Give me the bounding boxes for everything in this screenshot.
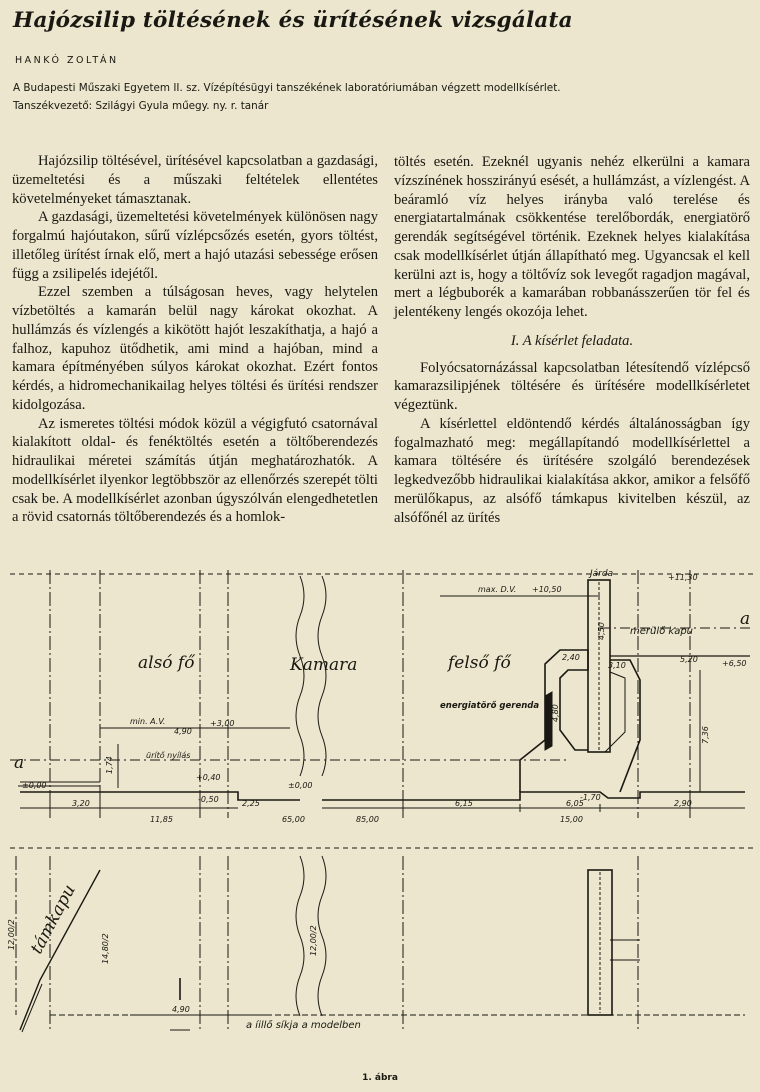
paragraph: A gazdasági, üzemeltetési követelmények különösen nagy forgalmú hajóutakon, sűrű vízlépcsőzés esetén, gyors töltést, illetőleg ürítést írnak elő, mert a hajó utazási sebessége erősen függ a zsilipelés idejétől.: [12, 209, 378, 282]
lock-drawing-figure: [0, 560, 760, 1092]
right-column: [394, 153, 750, 527]
dim-490b: 4,90: [172, 1005, 190, 1014]
elev-300: +3,00: [210, 719, 235, 728]
dim-490a: 4,90: [174, 727, 192, 736]
elev-1050: +10,50: [532, 585, 562, 594]
elev-650: +6,50: [722, 659, 747, 668]
label-tamkapu: támkapu: [26, 881, 80, 958]
label-merulo-kapu: merülő kapu: [630, 626, 694, 637]
affiliation-line: A Budapesti Műszaki Egyetem II. sz. Vízépítésügyi tanszékének laboratóriumában végzett modellkísérlet.: [13, 82, 561, 94]
label-energiatoro: energiatörő gerenda: [440, 701, 540, 711]
elev-min-av: min. A.V.: [130, 717, 166, 726]
elev-max-dv: max. D.V.: [478, 585, 517, 594]
paragraph: töltés esetén. Ezeknél ugyanis nehéz elkerülni a kamara vízszínének hosszirányú esését, a hullámzást, a vízlengést. A beáramló víz helyes irányba való terelése és energiatartalmának csökkentése terelőbordák, energiatörő gerendák segítségével történik. Ezeknek helyes kialakítása csak modellkísérlet útján állapítható meg. Ugyancsak el kell kerülni azt is, hogy a töltővíz sok levegőt ragadjon magával, mert a légbuborék a kamarában robbanásszerűen tör fel és jelentékeny lengés okozója lehet.: [394, 154, 750, 320]
dim-240: 2,40: [562, 653, 580, 662]
dim-1185: 11,85: [150, 815, 173, 824]
author-name: HANKÓ ZOLTÁN: [15, 55, 119, 66]
dim-290: 2,90: [674, 799, 692, 808]
dim-605: 6,05: [566, 799, 584, 808]
label-section-a-left: a: [14, 753, 25, 773]
dim-6500b: 85,00: [356, 815, 379, 824]
elev-000b: ±0,00: [288, 781, 313, 790]
dim-1200b: 12,00/2: [309, 925, 318, 956]
dim-450: 4,50: [597, 622, 606, 640]
dim-225: 2,25: [242, 799, 260, 808]
dim-174: 1,74: [105, 756, 114, 774]
dim-480: 4,80: [551, 704, 560, 722]
label-urito-nyilas: ürítő nyílás: [146, 751, 191, 760]
paragraph: Folyócsatornázással kapcsolatban létesítendő vízlépcső kamarazsilipjének töltésére és ürítésére modellkísérletet végeztünk.: [394, 359, 750, 413]
elev-170: -1,70: [580, 793, 601, 802]
label-allo-sikja: a íillő síkja a modelben: [246, 1020, 361, 1031]
paragraph: Hajózsilip töltésével, ürítésével kapcsolatban a gazdasági, üzemeltetési és a műszaki feltételek ellentétes követelményeket támasztanak.: [12, 153, 378, 207]
dim-6500a: 65,00: [282, 815, 305, 824]
figure-caption: 1. ábra: [362, 1073, 398, 1083]
dim-320: 3,20: [72, 799, 90, 808]
elev-1130: +11,30: [668, 573, 698, 582]
paragraph: Az ismeretes töltési módok közül a végigfutó csatornával kialakított oldal- és fenéktöltés esetén a töltőberendezés hidraulikai méretei számítás útján meghatározhatók. A modellkísérlet ilyenkor legtöbbször az ellenőrzés szerepét tölti csak be. A modellkísérlet azonban úgyszólván elengedhetetlen a rövid csatornás töltőberendezés és a homlok-: [12, 415, 378, 526]
elev-040: +0,40: [196, 773, 221, 782]
article-title: Hajózsilip töltésének és ürítésének vizsgálata: [13, 8, 573, 33]
label-jarda: Járda: [590, 569, 614, 579]
label-also-fo: alsó fő: [138, 653, 195, 673]
dim-736: 7,36: [701, 726, 710, 744]
paragraph: A kísérlettel eldöntendő kérdés általánosságban így fogalmazható meg: megállapítandó modellkísérlettel a kamara töltésére és ürítésére szolgáló berendezések legkedvezőbb hidraulikai kialakítása akkor, amikor a felsőfő merülőkapus, az alsófő támkapus kivitelben készül, az alsófőnél az ürítés: [394, 415, 750, 526]
left-column: [12, 152, 378, 527]
dim-310: 3,10: [608, 661, 626, 670]
elev-050: -0,50: [198, 795, 219, 804]
elev-000a: ±0,00: [22, 781, 47, 790]
lock-technical-drawing: [0, 560, 760, 1092]
department-head-line: Tanszékvezető: Szilágyi Gyula műegy. ny. r. tanár: [13, 100, 269, 112]
section-heading: I. A kísérlet feladata.: [510, 332, 634, 349]
dim-615: 6,15: [455, 799, 473, 808]
label-felso-fo: felső fő: [448, 653, 511, 673]
dim-520: 5,20: [680, 655, 698, 664]
label-section-a-right: a: [740, 609, 751, 629]
paragraph: Ezzel szemben a túlságosan heves, vagy helytelen vízbetöltés a kamarán belül nagy károkat okozhat. A hullámzás és vízlengés a kikötött hajót leszakíthatja, a hajó a falhoz, kapuhoz ütődhetik, ami mind a hajóban, mind a kamara építményében súlyos károkat okozhat. Ezért fontos kérdés, a hidromechanikailag helyes töltési és ürítési rendszer kidolgozása.: [12, 284, 378, 413]
dim-1480: 14,80/2: [101, 933, 110, 964]
label-kamara: Kamara: [290, 655, 358, 675]
dim-1200a: 12,00/2: [7, 919, 16, 950]
dim-1500: 15,00: [560, 815, 583, 824]
